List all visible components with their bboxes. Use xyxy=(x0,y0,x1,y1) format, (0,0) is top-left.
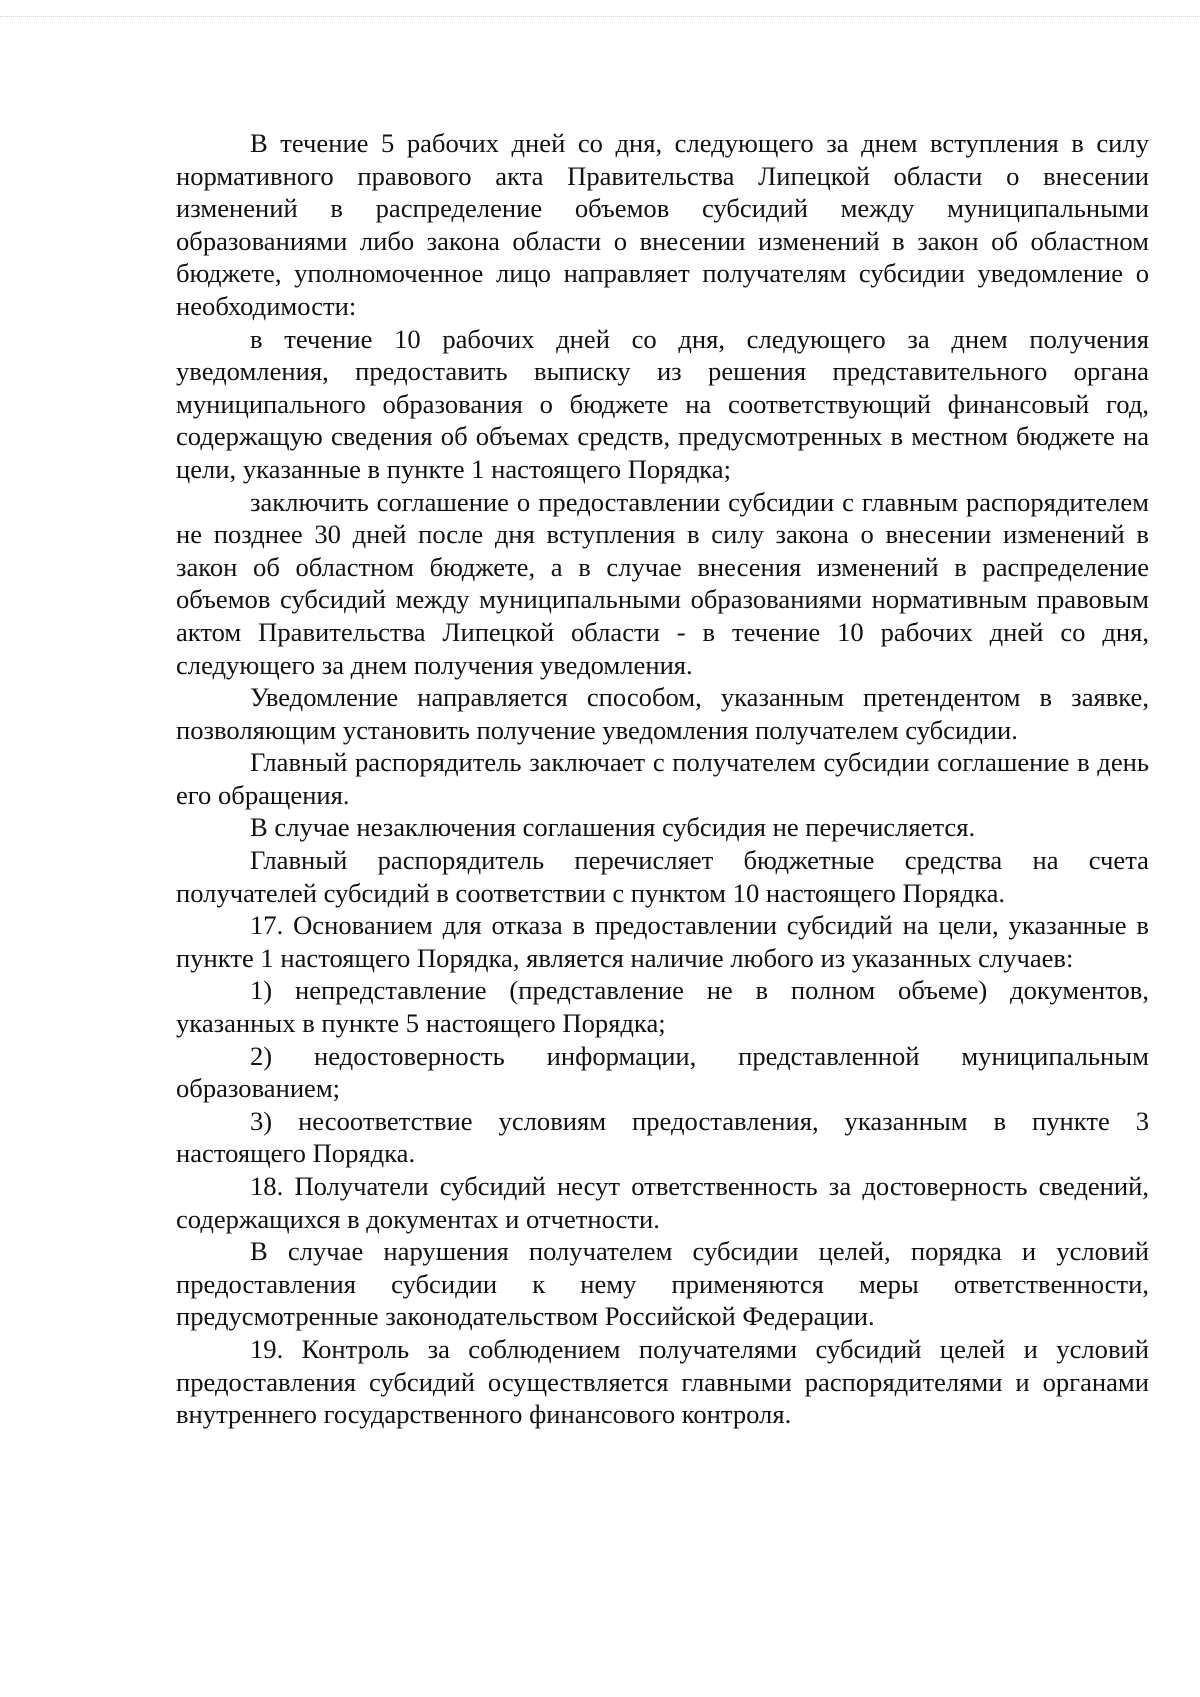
paragraph-notification-deadline: В течение 5 рабочих дней со дня, следующего за днем вступления в силу нормативного правового акта Правительства Липецкой области о внесении изменений в распределение объемов субсидий между муниципальными образованиями либо закона области о внесении изменений в закон об областном бюджете, уполномоченное лицо направляет получателям субсидии уведомление о необходимости: xyxy=(176,128,1149,321)
paragraph-funds-transfer: Главный распорядитель перечисляет бюджетные средства на счета получателей субсидий в соответствии с пунктом 10 настоящего Порядка. xyxy=(176,845,1149,908)
paragraph-item-17-case-1: 1) непредставление (представление не в полном объеме) документов, указанных в пункте 5 настоящего Порядка; xyxy=(176,975,1149,1039)
paragraph-no-transfer: В случае незаключения соглашения субсидия не перечисляется. xyxy=(250,812,976,843)
paragraph-item-17: 17. Основанием для отказа в предоставлении субсидий на цели, указанные в пункте 1 настоящего Порядка, является наличие любого из указанных случаев: xyxy=(176,910,1149,973)
paragraph-item-17-case-3: 3) несоответствие условиям предоставления, указанным в пункте 3 настоящего Порядка. xyxy=(176,1105,1149,1169)
paragraph-budget-extract: в течение 10 рабочих дней со дня, следующего за днем получения уведомления, предоставить выписку из решения представительного органа муниципального образования о бюджете на соответствующий финансовый год, содержащую сведения об объемах средств, предусмотренных в местном бюджете на цели, указанные в пункте 1 настоящего Порядка; xyxy=(176,323,1149,484)
paragraph-item-17-case-2: 2) недостоверность информации, представленной муниципальным образованием; xyxy=(176,1040,1149,1104)
paragraph-notification-method: Уведомление направляется способом, указанным претендентом в заявке, позволяющим установить получение уведомления получателем субсидии. xyxy=(176,682,1149,745)
paragraph-violation-measures: В случае нарушения получателем субсидии целей, порядка и условий предоставления субсидии к нему применяются меры ответственности, предусмотренные законодательством Российской Федерации. xyxy=(176,1236,1149,1332)
document-body xyxy=(176,127,1149,1431)
paragraph-agreement-day: Главный распорядитель заключает с получателем субсидии соглашение в день его обращения. xyxy=(176,747,1149,810)
page-top-edge xyxy=(0,16,1200,17)
paragraph-item-19: 19. Контроль за соблюдением получателями субсидий целей и условий предоставления субсидий осуществляется главными распорядителями и органами внутреннего государственного финансового контроля. xyxy=(176,1333,1149,1430)
paragraph-conclude-agreement: заключить соглашение о предоставлении субсидии с главным распорядителем не позднее 30 дней после дня вступления в силу закона о внесении изменений в закон об областном бюджете, а в случае внесения изменений в распределение объемов субсидий между муниципальными образованиями нормативным правовым актом Правительства Липецкой области - в течение 10 рабочих дней со дня, следующего за днем получения уведомления. xyxy=(176,486,1149,680)
paragraph-item-18: 18. Получатели субсидий несут ответственность за достоверность сведений, содержащихся в документах и отчетности. xyxy=(176,1171,1149,1234)
